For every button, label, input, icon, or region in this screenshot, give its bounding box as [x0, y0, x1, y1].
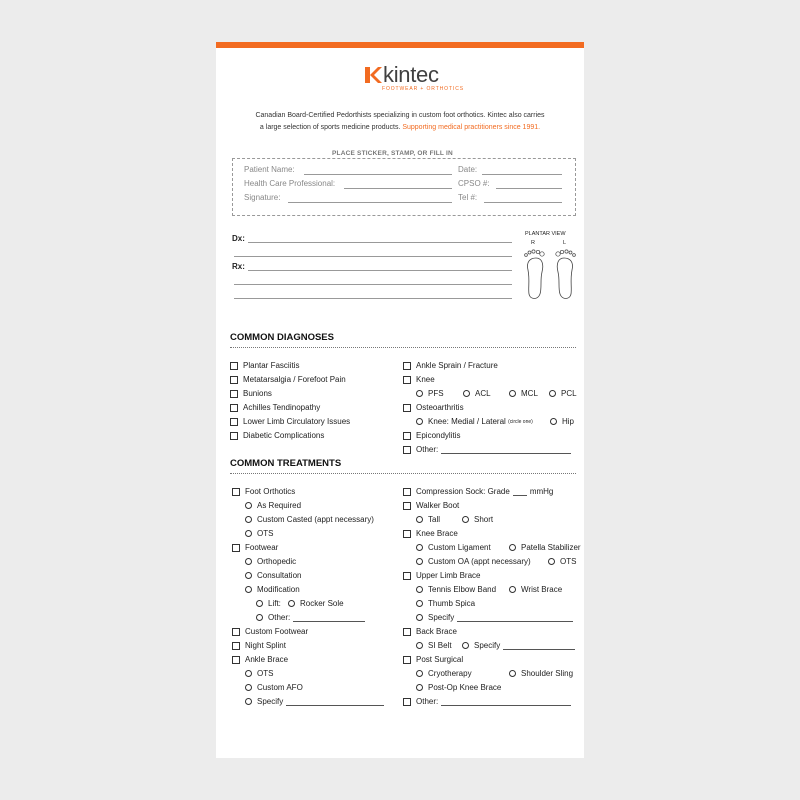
tx-label: Consultation: [257, 571, 302, 580]
tx-label: Compression Sock: Grade: [416, 487, 510, 496]
tx-custom-ligament[interactable]: [416, 543, 491, 552]
tx-knee-brace[interactable]: [403, 529, 458, 538]
checkbox[interactable]: [232, 488, 240, 496]
tx-grade-field[interactable]: [513, 488, 527, 496]
radio[interactable]: [416, 558, 423, 565]
diag-label: PCL: [561, 389, 577, 398]
tx-label: OTS: [257, 669, 274, 678]
diag-label: PFS: [428, 389, 444, 398]
radio[interactable]: [416, 600, 423, 607]
kintec-logo-mark-icon: [364, 66, 382, 84]
tx-post-op-knee[interactable]: [416, 683, 501, 692]
radio[interactable]: [416, 670, 423, 677]
diag-label: Bunions: [243, 389, 272, 398]
tx-modification-other-field[interactable]: [293, 614, 365, 622]
tx-ankle-brace[interactable]: [232, 655, 288, 664]
checkbox[interactable]: [232, 642, 240, 650]
tx-boot-short[interactable]: [462, 515, 493, 524]
tx-rocker-sole[interactable]: [288, 599, 344, 608]
tx-label: Footwear: [245, 543, 279, 552]
rx-label: Rx:: [232, 262, 245, 271]
diag-other-field[interactable]: [441, 446, 571, 454]
radio[interactable]: [509, 390, 516, 397]
radio[interactable]: [288, 600, 295, 607]
radio[interactable]: [416, 642, 423, 649]
signature-label: Signature:: [244, 193, 281, 202]
tel-label: Tel #:: [458, 193, 478, 202]
checkbox[interactable]: [403, 376, 411, 384]
tx-label: Specify: [257, 697, 284, 706]
tx-thumb-spica[interactable]: [416, 599, 475, 608]
diag-knee-acl[interactable]: [463, 389, 491, 398]
radio[interactable]: [245, 698, 252, 705]
radio[interactable]: [416, 390, 423, 397]
plantar-left-label: L: [563, 240, 567, 246]
tx-other[interactable]: [403, 697, 571, 706]
signature-field[interactable]: [288, 202, 452, 203]
tx-as-required[interactable]: [245, 501, 301, 510]
tx-post-surgical[interactable]: [403, 655, 463, 664]
prescription-pad: [216, 42, 584, 758]
tx-modification[interactable]: [245, 585, 300, 594]
tx-orthotics-ots[interactable]: [245, 529, 273, 538]
radio[interactable]: [245, 684, 252, 691]
tx-label: Wrist Brace: [521, 585, 563, 594]
radio[interactable]: [549, 390, 556, 397]
treatments-divider: [230, 473, 576, 474]
checkbox[interactable]: [403, 572, 411, 580]
tx-label: Short: [474, 515, 494, 524]
tx-custom-afo[interactable]: [245, 683, 303, 692]
radio[interactable]: [256, 600, 263, 607]
tx-consultation[interactable]: [245, 571, 301, 580]
checkbox[interactable]: [230, 390, 238, 398]
diag-label: Hip: [562, 417, 575, 426]
tx-label: Custom Casted (appt necessary): [257, 515, 374, 524]
checkbox[interactable]: [403, 362, 411, 370]
tx-custom-casted[interactable]: [245, 515, 374, 524]
diag-knee-pcl[interactable]: [549, 389, 577, 398]
diagnoses-divider: [230, 347, 576, 348]
tx-label: Knee Brace: [416, 529, 458, 538]
radio[interactable]: [416, 614, 423, 621]
tx-upper-limb-brace[interactable]: [403, 571, 480, 580]
radio[interactable]: [462, 642, 469, 649]
tx-label: Orthopedic: [257, 557, 297, 566]
intro-line-2-accent: Supporting medical practitioners since 1991.: [402, 124, 541, 131]
tx-label: Custom AFO: [257, 683, 303, 692]
diag-label: Diabetic Complications: [243, 431, 325, 440]
diag-achilles[interactable]: [230, 403, 320, 412]
tx-compression-sock[interactable]: [403, 487, 553, 496]
date-label: Date:: [458, 165, 478, 174]
tx-modification-other[interactable]: [256, 613, 365, 622]
diag-knee-pfs[interactable]: [416, 389, 444, 398]
diag-label: Ankle Sprain / Fracture: [416, 361, 498, 370]
diag-ankle-sprain[interactable]: [403, 361, 498, 370]
rx-line-3[interactable]: [234, 298, 512, 299]
tx-orthopedic[interactable]: [245, 557, 296, 566]
diag-knee[interactable]: [403, 375, 435, 384]
tx-night-splint[interactable]: [232, 641, 286, 650]
tx-boot-tall[interactable]: [416, 515, 440, 524]
radio[interactable]: [416, 544, 423, 551]
diag-label: Epicondylitis: [416, 431, 461, 440]
radio[interactable]: [245, 516, 252, 523]
intro-line-2-plain: a large selection of sports medicine products.: [259, 124, 403, 131]
tx-walker-boot[interactable]: [403, 501, 459, 510]
accent-top-bar: [216, 42, 584, 48]
brand-name: kintec: [383, 62, 439, 87]
tx-label: OTS: [257, 529, 274, 538]
checkbox[interactable]: [403, 488, 411, 496]
tx-foot-orthotics[interactable]: [232, 487, 295, 496]
radio[interactable]: [245, 530, 252, 537]
intro-line-2: [216, 124, 584, 131]
checkbox[interactable]: [230, 418, 238, 426]
tx-ankle-specify-field[interactable]: [286, 698, 384, 706]
tx-back-specify[interactable]: [462, 641, 575, 650]
radio[interactable]: [416, 684, 423, 691]
radio[interactable]: [245, 558, 252, 565]
tx-shoulder-sling[interactable]: [509, 669, 573, 678]
radio[interactable]: [416, 586, 423, 593]
diag-epicondylitis[interactable]: [403, 431, 460, 440]
radio[interactable]: [416, 418, 423, 425]
tx-ankle-ots[interactable]: [245, 669, 273, 678]
diag-label: ACL: [475, 389, 491, 398]
plantar-feet-icon: [520, 248, 580, 302]
diag-plantar-fasciitis[interactable]: [230, 361, 299, 370]
dx-line-2[interactable]: [234, 256, 512, 257]
diag-oa-knee[interactable]: [416, 417, 533, 426]
tx-label: SI Belt: [428, 641, 452, 650]
tx-tennis-elbow[interactable]: [416, 585, 496, 594]
diag-circulatory[interactable]: [230, 417, 350, 426]
radio[interactable]: [256, 614, 263, 621]
checkbox[interactable]: [230, 404, 238, 412]
date-field[interactable]: [482, 174, 562, 175]
diag-label: Lower Limb Circulatory Issues: [243, 417, 351, 426]
tx-label: Rocker Sole: [300, 599, 344, 608]
radio[interactable]: [245, 670, 252, 677]
radio[interactable]: [463, 390, 470, 397]
tx-label: Foot Orthotics: [245, 487, 296, 496]
dx-label: Dx:: [232, 234, 245, 243]
checkbox[interactable]: [232, 628, 240, 636]
tx-label: Shoulder Sling: [521, 669, 574, 678]
tx-label: Walker Boot: [416, 501, 460, 510]
checkbox[interactable]: [403, 628, 411, 636]
diagnoses-title: COMMON DIAGNOSES: [230, 332, 334, 343]
tx-cryotherapy[interactable]: [416, 669, 472, 678]
radio[interactable]: [509, 586, 516, 593]
tx-back-brace[interactable]: [403, 627, 457, 636]
diag-label: Osteoarthritis: [416, 403, 464, 412]
cpso-field[interactable]: [496, 188, 562, 189]
checkbox[interactable]: [403, 530, 411, 538]
tx-patella-stabilizer[interactable]: [509, 543, 581, 552]
checkbox[interactable]: [230, 376, 238, 384]
checkbox[interactable]: [403, 698, 411, 706]
rx-line-2[interactable]: [234, 284, 512, 285]
checkbox[interactable]: [230, 362, 238, 370]
diag-osteoarthritis[interactable]: [403, 403, 464, 412]
diag-label: Other:: [416, 445, 439, 454]
tx-label: Ankle Brace: [245, 655, 289, 664]
radio[interactable]: [548, 558, 555, 565]
tx-upper-specify-field[interactable]: [457, 614, 573, 622]
tx-label: OTS: [560, 557, 577, 566]
tx-label: Custom OA (appt necessary): [428, 557, 531, 566]
tx-label: Specify: [474, 641, 501, 650]
tx-label: Upper Limb Brace: [416, 571, 481, 580]
tx-label: Cryotherapy: [428, 669, 472, 678]
checkbox[interactable]: [403, 656, 411, 664]
radio[interactable]: [550, 418, 557, 425]
dx-line-1[interactable]: [248, 242, 512, 243]
checkbox[interactable]: [232, 656, 240, 664]
diag-label: Knee: [416, 375, 435, 384]
diag-other[interactable]: [403, 445, 571, 454]
radio[interactable]: [509, 544, 516, 551]
tx-lift[interactable]: [256, 599, 281, 608]
tx-label: Specify: [428, 613, 455, 622]
tx-label: Thumb Spica: [428, 599, 476, 608]
checkbox[interactable]: [403, 404, 411, 412]
tx-label: Tennis Elbow Band: [428, 585, 497, 594]
brand-tagline: FOOTWEAR + ORTHOTICS: [382, 86, 464, 92]
tx-label: Patella Stabilizer: [521, 543, 581, 552]
sticker-box-title: PLACE STICKER, STAMP, OR FILL IN: [326, 150, 459, 157]
tx-custom-footwear[interactable]: [232, 627, 308, 636]
plantar-view-title: PLANTAR VIEW: [525, 231, 566, 237]
circle-one-note: (circle one): [508, 418, 533, 425]
treatments-title: COMMON TREATMENTS: [230, 458, 342, 469]
tx-si-belt[interactable]: [416, 641, 452, 650]
diag-label: Achilles Tendinopathy: [243, 403, 321, 412]
rx-line-1[interactable]: [248, 270, 512, 271]
tx-wrist-brace[interactable]: [509, 585, 562, 594]
intro-line-1: Canadian Board-Certified Pedorthists specializing in custom foot orthotics. Kintec also carries: [255, 112, 545, 119]
tx-label: Custom Ligament: [428, 543, 491, 552]
professional-label: Health Care Professional:: [244, 179, 336, 188]
plantar-right-label: R: [531, 240, 535, 246]
tx-label: Post-Op Knee Brace: [428, 683, 502, 692]
tx-label: Post Surgical: [416, 655, 464, 664]
radio[interactable]: [416, 516, 423, 523]
tx-label: Modification: [257, 585, 300, 594]
tx-label: Custom Footwear: [245, 627, 309, 636]
patient-name-label: Patient Name:: [244, 165, 295, 174]
diag-bunions[interactable]: [230, 389, 272, 398]
tx-label: As Required: [257, 501, 302, 510]
diag-metatarsalgia[interactable]: [230, 375, 346, 384]
tx-upper-specify[interactable]: [416, 613, 573, 622]
diag-label: Plantar Fasciitis: [243, 361, 300, 370]
diag-label: MCL: [521, 389, 538, 398]
radio[interactable]: [245, 586, 252, 593]
radio[interactable]: [509, 670, 516, 677]
professional-field[interactable]: [344, 188, 452, 189]
tx-label: Lift:: [268, 599, 281, 608]
tx-label: Tall: [428, 515, 441, 524]
tx-unit-label: mmHg: [529, 487, 554, 496]
diag-oa-hip[interactable]: [550, 417, 574, 426]
tx-label: Other:: [416, 697, 439, 706]
radio[interactable]: [245, 572, 252, 579]
radio[interactable]: [462, 516, 469, 523]
tx-label: Night Splint: [245, 641, 286, 650]
tel-field[interactable]: [484, 202, 562, 203]
checkbox[interactable]: [230, 432, 238, 440]
cpso-label: CPSO #:: [458, 179, 490, 188]
tx-footwear[interactable]: [232, 543, 278, 552]
tx-label: Back Brace: [416, 627, 457, 636]
patient-name-field[interactable]: [304, 174, 452, 175]
tx-label: Other:: [268, 613, 291, 622]
checkbox[interactable]: [403, 446, 411, 454]
tx-knee-ots[interactable]: [548, 557, 576, 566]
diag-diabetic[interactable]: [230, 431, 324, 440]
checkbox[interactable]: [403, 432, 411, 440]
diag-knee-mcl[interactable]: [509, 389, 538, 398]
diag-label: Metatarsalgia / Forefoot Pain: [243, 375, 346, 384]
diag-label: Knee: Medial / Lateral: [428, 417, 506, 426]
tx-custom-oa[interactable]: [416, 557, 531, 566]
checkbox[interactable]: [403, 502, 411, 510]
radio[interactable]: [245, 502, 252, 509]
tx-ankle-specify[interactable]: [245, 697, 384, 706]
tx-back-specify-field[interactable]: [503, 642, 575, 650]
checkbox[interactable]: [232, 544, 240, 552]
tx-other-field[interactable]: [441, 698, 571, 706]
